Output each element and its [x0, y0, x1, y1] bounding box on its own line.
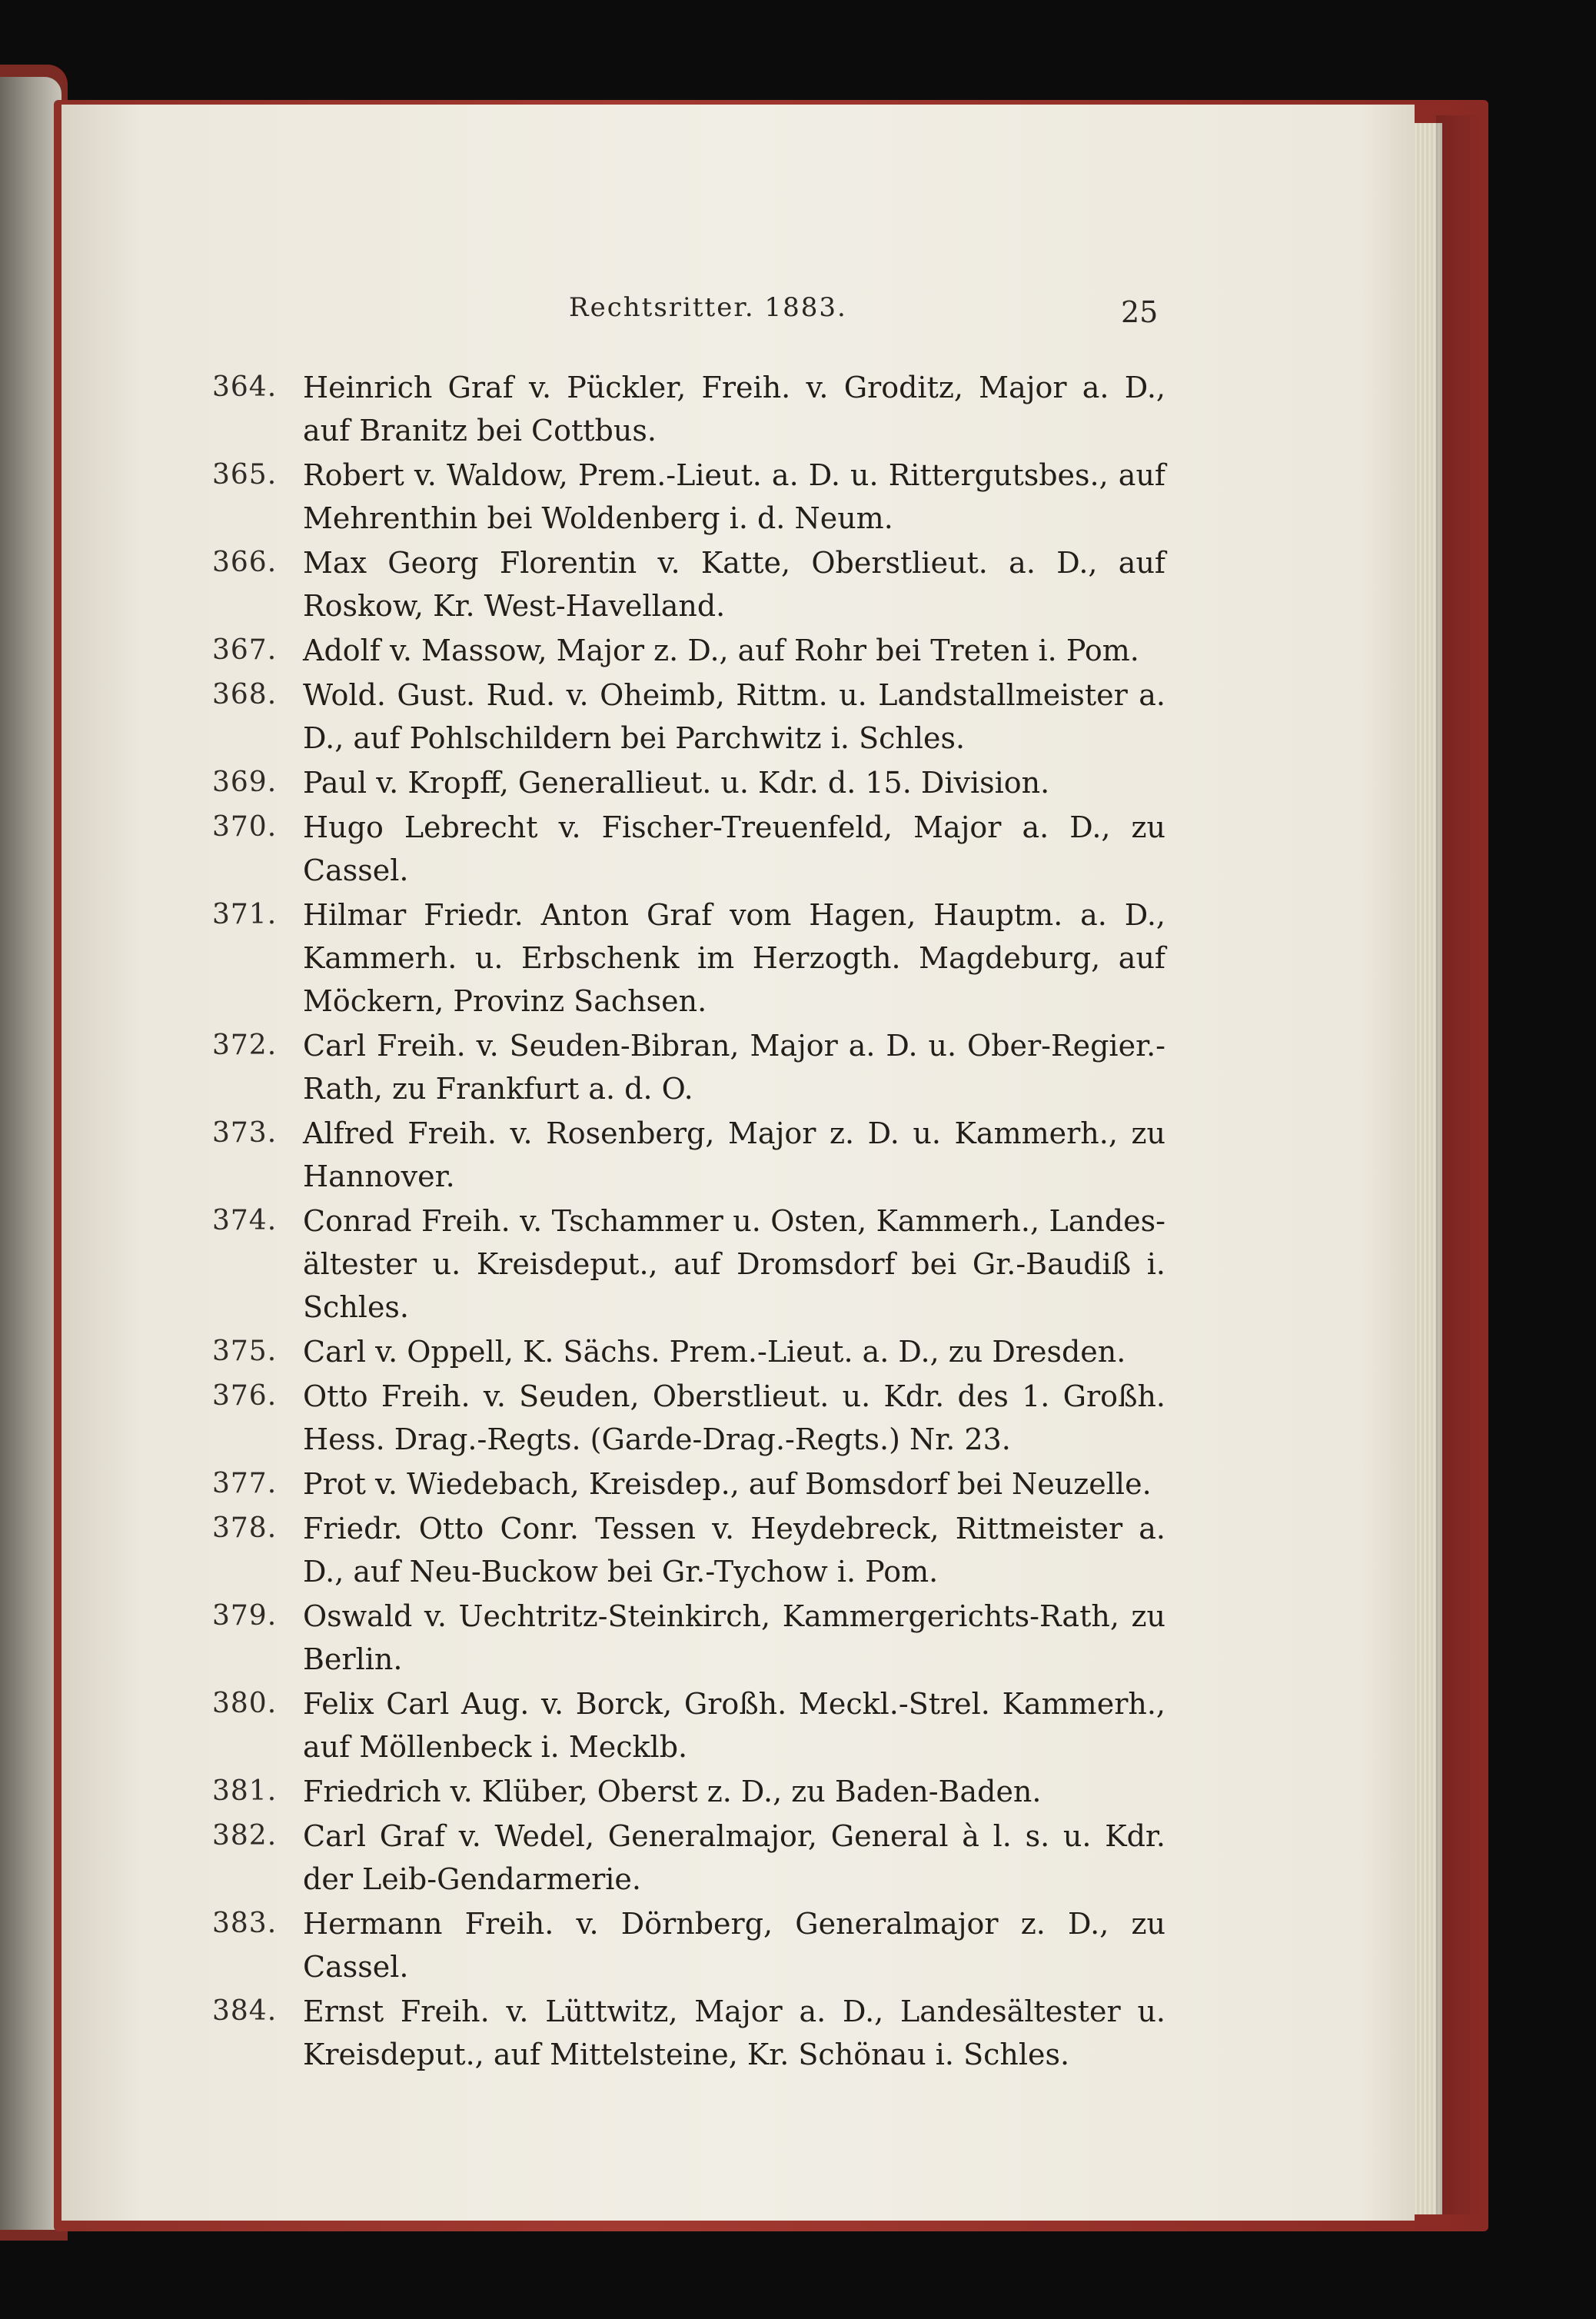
list-item — [212, 629, 1165, 672]
entry-text: Max Georg Florentin v. Katte, Oberstlieut. a. D., auf Roskow, Kr. West-Havelland. — [303, 546, 1165, 623]
list-item — [212, 1462, 1165, 1506]
entry-text: Alfred Freih. v. Rosenberg, Major z. D. u. Kammerh., zu Hannover. — [303, 1116, 1165, 1193]
entry-number: 368. — [212, 679, 278, 710]
entry-number: 376. — [212, 1380, 278, 1412]
entry-text: Heinrich Graf v. Pückler, Freih. v. Groditz, Major a. D., auf Branitz bei Cottbus. — [303, 371, 1165, 447]
entry-text: Friedrich v. Klüber, Oberst z. D., zu Baden-Baden. — [303, 1775, 1042, 1808]
list-item — [212, 761, 1165, 804]
entry-text: Friedr. Otto Conr. Tessen v. Heydebreck, Rittmeister a. D., auf Neu-Buckow bei Gr.-Tychow i. Pom. — [303, 1512, 1165, 1589]
running-head: Rechtsritter. 1883. — [569, 292, 847, 323]
entry-number: 373. — [212, 1117, 278, 1149]
entry-number: 371. — [212, 899, 278, 930]
entry-number: 381. — [212, 1775, 278, 1807]
entry-text: Carl v. Oppell, K. Sächs. Prem.-Lieut. a. D., zu Dresden. — [303, 1335, 1126, 1369]
list-item — [212, 541, 1165, 627]
list-item — [212, 454, 1165, 540]
list-item — [212, 1682, 1165, 1768]
list-item — [212, 366, 1165, 452]
entry-number: 384. — [212, 1995, 278, 2027]
entry-number: 364. — [212, 371, 278, 403]
entry-number: 374. — [212, 1205, 278, 1236]
entry-text: Carl Graf v. Wedel, Generalmajor, General à l. s. u. Kdr. der Leib-Gendarmerie. — [303, 1819, 1165, 1896]
list-item — [212, 806, 1165, 892]
entry-number: 375. — [212, 1336, 278, 1367]
entry-text: Hilmar Friedr. Anton Graf vom Hagen, Hauptm. a. D., Kammerh. u. Erbschenk im Herzogth. Magdeburg, auf Möckern, Provinz Sachsen. — [303, 898, 1165, 1018]
entry-text: Hermann Freih. v. Dörnberg, Generalmajor z. D., zu Cassel. — [303, 1907, 1165, 1984]
list-item — [212, 1112, 1165, 1198]
list-item — [212, 1375, 1165, 1461]
entry-number: 378. — [212, 1512, 278, 1544]
entry-text: Felix Carl Aug. v. Borck, Großh. Meckl.-Strel. Kammerh., auf Möllenbeck i. Mecklb. — [303, 1687, 1165, 1764]
entry-number: 380. — [212, 1688, 278, 1719]
entry-text: Hugo Lebrecht v. Fischer-Treuenfeld, Major a. D., zu Cassel. — [303, 810, 1165, 887]
entry-text: Robert v. Waldow, Prem.-Lieut. a. D. u. Rittergutsbes., auf Mehrenthin bei Woldenberg i. d. Neum. — [303, 458, 1165, 535]
list-item — [212, 1507, 1165, 1593]
list-item — [212, 1990, 1165, 2076]
list-item — [212, 893, 1165, 1023]
entry-text: Otto Freih. v. Seuden, Oberstlieut. u. Kdr. des 1. Großh. Hess. Drag.-Regts. (Garde-Drag.-Regts.) Nr. 23. — [303, 1379, 1165, 1456]
list-item — [212, 1330, 1165, 1373]
list-item — [212, 1595, 1165, 1681]
list-item — [212, 1815, 1165, 1901]
cover-wear — [1436, 115, 1482, 2214]
entry-text: Wold. Gust. Rud. v. Oheimb, Rittm. u. Landstallmeister a. D., auf Pohlschildern bei Parchwitz i. Schles. — [303, 678, 1165, 755]
page-number: 25 — [1121, 295, 1159, 329]
list-item — [212, 674, 1165, 760]
list-item — [212, 1770, 1165, 1813]
entry-number: 372. — [212, 1030, 278, 1061]
list-item — [212, 1902, 1165, 1988]
entry-text: Ernst Freih. v. Lüttwitz, Major a. D., Landesältester u. Kreisdeput., auf Mittelsteine, Kr. Schönau i. Schles. — [303, 1995, 1165, 2071]
entry-text: Conrad Freih. v. Tschammer u. Osten, Kammerh., Landes-ältester u. Kreisdeput., auf Dromsdorf bei Gr.-Baudiß i. Schles. — [303, 1204, 1165, 1324]
list-item — [212, 1199, 1165, 1329]
entry-text: Adolf v. Massow, Major z. D., auf Rohr bei Treten i. Pom. — [303, 634, 1139, 667]
entry-number: 365. — [212, 459, 278, 491]
left-page-edge — [0, 77, 62, 2230]
entry-text: Prot v. Wiedebach, Kreisdep., auf Bomsdorf bei Neuzelle. — [303, 1467, 1152, 1501]
entry-list — [212, 366, 1165, 2078]
entry-text: Carl Freih. v. Seuden-Bibran, Major a. D. u. Ober-Regier.-Rath, zu Frankfurt a. d. O. — [303, 1029, 1165, 1106]
entry-number: 382. — [212, 1820, 278, 1852]
entry-number: 377. — [212, 1468, 278, 1499]
entry-text: Oswald v. Uechtritz-Steinkirch, Kammergerichts-Rath, zu Berlin. — [303, 1599, 1165, 1676]
entry-number: 379. — [212, 1600, 278, 1632]
entry-number: 367. — [212, 634, 278, 666]
entry-number: 369. — [212, 767, 278, 798]
entry-number: 366. — [212, 547, 278, 578]
entry-text: Paul v. Kropff, Generallieut. u. Kdr. d. 15. Division. — [303, 766, 1050, 800]
entry-number: 370. — [212, 811, 278, 843]
list-item — [212, 1024, 1165, 1110]
entry-number: 383. — [212, 1908, 278, 1939]
